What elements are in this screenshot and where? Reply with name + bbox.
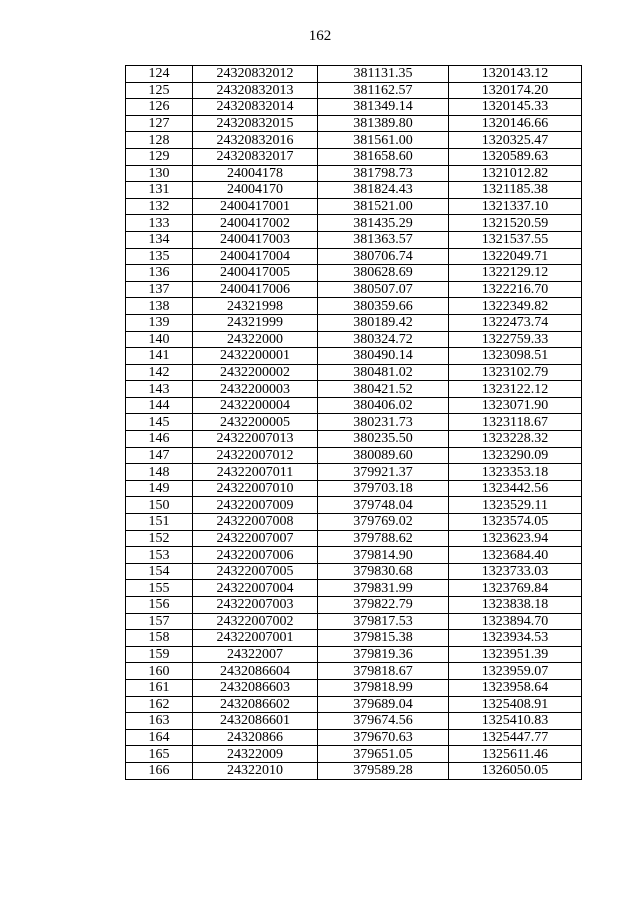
y-coordinate-cell: 1323290.09 — [449, 447, 582, 464]
table-row — [126, 66, 582, 83]
x-coordinate-cell: 379589.28 — [318, 762, 449, 779]
y-coordinate-cell: 1323071.90 — [449, 397, 582, 414]
x-coordinate-cell: 379674.56 — [318, 713, 449, 730]
table-row — [126, 646, 582, 663]
point-number-cell: 131 — [126, 182, 193, 199]
x-coordinate-cell: 380324.72 — [318, 331, 449, 348]
table-row — [126, 265, 582, 282]
y-coordinate-cell: 1320145.33 — [449, 99, 582, 116]
x-coordinate-cell: 381521.00 — [318, 198, 449, 215]
x-coordinate-cell: 379703.18 — [318, 480, 449, 497]
y-coordinate-cell: 1322049.71 — [449, 248, 582, 265]
table-row — [126, 497, 582, 514]
point-id-cell: 24322007004 — [193, 580, 318, 597]
table-row — [126, 530, 582, 547]
point-id-cell: 24322000 — [193, 331, 318, 348]
table-row — [126, 281, 582, 298]
y-coordinate-cell: 1322349.82 — [449, 298, 582, 315]
point-number-cell: 152 — [126, 530, 193, 547]
point-number-cell: 143 — [126, 381, 193, 398]
point-id-cell: 24320832012 — [193, 66, 318, 83]
point-id-cell: 2432200005 — [193, 414, 318, 431]
point-id-cell: 2400417006 — [193, 281, 318, 298]
point-number-cell: 141 — [126, 348, 193, 365]
point-number-cell: 137 — [126, 281, 193, 298]
y-coordinate-cell: 1323623.94 — [449, 530, 582, 547]
x-coordinate-cell: 379817.53 — [318, 613, 449, 630]
y-coordinate-cell: 1325611.46 — [449, 746, 582, 763]
point-number-cell: 135 — [126, 248, 193, 265]
x-coordinate-cell: 380359.66 — [318, 298, 449, 315]
point-id-cell: 2400417003 — [193, 231, 318, 248]
x-coordinate-cell: 379819.36 — [318, 646, 449, 663]
table-row — [126, 713, 582, 730]
y-coordinate-cell: 1320146.66 — [449, 115, 582, 132]
point-id-cell: 2432200003 — [193, 381, 318, 398]
x-coordinate-cell: 379689.04 — [318, 696, 449, 713]
x-coordinate-cell: 379670.63 — [318, 729, 449, 746]
x-coordinate-cell: 380406.02 — [318, 397, 449, 414]
y-coordinate-cell: 1321012.82 — [449, 165, 582, 182]
table-row — [126, 381, 582, 398]
y-coordinate-cell: 1326050.05 — [449, 762, 582, 779]
point-number-cell: 162 — [126, 696, 193, 713]
y-coordinate-cell: 1323769.84 — [449, 580, 582, 597]
y-coordinate-cell: 1320589.63 — [449, 148, 582, 165]
x-coordinate-cell: 381363.57 — [318, 231, 449, 248]
point-number-cell: 165 — [126, 746, 193, 763]
point-id-cell: 24322007013 — [193, 431, 318, 448]
y-coordinate-cell: 1323959.07 — [449, 663, 582, 680]
y-coordinate-cell: 1323733.03 — [449, 563, 582, 580]
y-coordinate-cell: 1323118.67 — [449, 414, 582, 431]
y-coordinate-cell: 1322216.70 — [449, 281, 582, 298]
x-coordinate-cell: 381435.29 — [318, 215, 449, 232]
point-number-cell: 161 — [126, 679, 193, 696]
point-number-cell: 160 — [126, 663, 193, 680]
point-number-cell: 128 — [126, 132, 193, 149]
table-row — [126, 746, 582, 763]
y-coordinate-cell: 1323102.79 — [449, 364, 582, 381]
point-number-cell: 145 — [126, 414, 193, 431]
point-number-cell: 144 — [126, 397, 193, 414]
table-row — [126, 182, 582, 199]
x-coordinate-cell: 380421.52 — [318, 381, 449, 398]
y-coordinate-cell: 1323098.51 — [449, 348, 582, 365]
point-number-cell: 142 — [126, 364, 193, 381]
point-id-cell: 24322007009 — [193, 497, 318, 514]
point-id-cell: 2400417005 — [193, 265, 318, 282]
point-id-cell: 2400417002 — [193, 215, 318, 232]
x-coordinate-cell: 379830.68 — [318, 563, 449, 580]
point-id-cell: 2432086601 — [193, 713, 318, 730]
table-row — [126, 563, 582, 580]
table-row — [126, 547, 582, 564]
y-coordinate-cell: 1321337.10 — [449, 198, 582, 215]
point-id-cell: 24322007010 — [193, 480, 318, 497]
point-id-cell: 2400417004 — [193, 248, 318, 265]
point-id-cell: 24322007002 — [193, 613, 318, 630]
x-coordinate-cell: 381349.14 — [318, 99, 449, 116]
table-row — [126, 298, 582, 315]
point-number-cell: 130 — [126, 165, 193, 182]
table-row — [126, 630, 582, 647]
point-id-cell: 24322007005 — [193, 563, 318, 580]
table-row — [126, 514, 582, 531]
y-coordinate-cell: 1323958.64 — [449, 679, 582, 696]
y-coordinate-cell: 1325447.77 — [449, 729, 582, 746]
point-id-cell: 2432200004 — [193, 397, 318, 414]
point-id-cell: 24320832015 — [193, 115, 318, 132]
point-number-cell: 133 — [126, 215, 193, 232]
table-row — [126, 464, 582, 481]
x-coordinate-cell: 379788.62 — [318, 530, 449, 547]
x-coordinate-cell: 380231.73 — [318, 414, 449, 431]
x-coordinate-cell: 379921.37 — [318, 464, 449, 481]
x-coordinate-cell: 380628.69 — [318, 265, 449, 282]
point-id-cell: 24322009 — [193, 746, 318, 763]
x-coordinate-cell: 379651.05 — [318, 746, 449, 763]
table-row — [126, 397, 582, 414]
point-number-cell: 155 — [126, 580, 193, 597]
y-coordinate-cell: 1320143.12 — [449, 66, 582, 83]
y-coordinate-cell: 1322759.33 — [449, 331, 582, 348]
point-id-cell: 24321999 — [193, 314, 318, 331]
y-coordinate-cell: 1322473.74 — [449, 314, 582, 331]
y-coordinate-cell: 1323529.11 — [449, 497, 582, 514]
table-row — [126, 663, 582, 680]
point-number-cell: 150 — [126, 497, 193, 514]
y-coordinate-cell: 1322129.12 — [449, 265, 582, 282]
point-number-cell: 154 — [126, 563, 193, 580]
point-number-cell: 129 — [126, 148, 193, 165]
point-number-cell: 149 — [126, 480, 193, 497]
point-id-cell: 2400417001 — [193, 198, 318, 215]
table-row — [126, 331, 582, 348]
table-row — [126, 132, 582, 149]
point-id-cell: 24004178 — [193, 165, 318, 182]
point-number-cell: 126 — [126, 99, 193, 116]
y-coordinate-cell: 1321520.59 — [449, 215, 582, 232]
x-coordinate-cell: 379818.99 — [318, 679, 449, 696]
point-id-cell: 24322007012 — [193, 447, 318, 464]
point-number-cell: 136 — [126, 265, 193, 282]
table-row — [126, 231, 582, 248]
y-coordinate-cell: 1323894.70 — [449, 613, 582, 630]
x-coordinate-cell: 381162.57 — [318, 82, 449, 99]
table-row — [126, 99, 582, 116]
point-number-cell: 163 — [126, 713, 193, 730]
point-id-cell: 2432200002 — [193, 364, 318, 381]
x-coordinate-cell: 381389.80 — [318, 115, 449, 132]
point-id-cell: 24320832014 — [193, 99, 318, 116]
y-coordinate-cell: 1320174.20 — [449, 82, 582, 99]
point-id-cell: 2432086604 — [193, 663, 318, 680]
table-row — [126, 348, 582, 365]
point-number-cell: 151 — [126, 514, 193, 531]
point-id-cell: 24322007006 — [193, 547, 318, 564]
y-coordinate-cell: 1323353.18 — [449, 464, 582, 481]
point-number-cell: 139 — [126, 314, 193, 331]
table-row — [126, 215, 582, 232]
x-coordinate-cell: 379822.79 — [318, 597, 449, 614]
table-row — [126, 447, 582, 464]
point-number-cell: 159 — [126, 646, 193, 663]
y-coordinate-cell: 1323442.56 — [449, 480, 582, 497]
point-number-cell: 140 — [126, 331, 193, 348]
point-id-cell: 24322007011 — [193, 464, 318, 481]
point-id-cell: 24321998 — [193, 298, 318, 315]
x-coordinate-cell: 381131.35 — [318, 66, 449, 83]
table-row — [126, 165, 582, 182]
x-coordinate-cell: 380481.02 — [318, 364, 449, 381]
point-number-cell: 138 — [126, 298, 193, 315]
x-coordinate-cell: 380706.74 — [318, 248, 449, 265]
table-row — [126, 762, 582, 779]
point-number-cell: 147 — [126, 447, 193, 464]
table-row — [126, 597, 582, 614]
y-coordinate-cell: 1323934.53 — [449, 630, 582, 647]
x-coordinate-cell: 379815.38 — [318, 630, 449, 647]
y-coordinate-cell: 1325408.91 — [449, 696, 582, 713]
point-number-cell: 157 — [126, 613, 193, 630]
table-row — [126, 314, 582, 331]
x-coordinate-cell: 380089.60 — [318, 447, 449, 464]
x-coordinate-cell: 380490.14 — [318, 348, 449, 365]
table-row — [126, 82, 582, 99]
point-id-cell: 24004170 — [193, 182, 318, 199]
y-coordinate-cell: 1321185.38 — [449, 182, 582, 199]
y-coordinate-cell: 1321537.55 — [449, 231, 582, 248]
x-coordinate-cell: 379748.04 — [318, 497, 449, 514]
point-number-cell: 132 — [126, 198, 193, 215]
table-row — [126, 480, 582, 497]
x-coordinate-cell: 380507.07 — [318, 281, 449, 298]
table-row — [126, 580, 582, 597]
table-row — [126, 613, 582, 630]
table-row — [126, 679, 582, 696]
x-coordinate-cell: 380235.50 — [318, 431, 449, 448]
point-number-cell: 158 — [126, 630, 193, 647]
y-coordinate-cell: 1323228.32 — [449, 431, 582, 448]
point-number-cell: 146 — [126, 431, 193, 448]
x-coordinate-cell: 381824.43 — [318, 182, 449, 199]
x-coordinate-cell: 381658.60 — [318, 148, 449, 165]
table-row — [126, 115, 582, 132]
table-row — [126, 431, 582, 448]
point-id-cell: 24322007003 — [193, 597, 318, 614]
point-id-cell: 24320866 — [193, 729, 318, 746]
table-body — [126, 66, 582, 780]
point-id-cell: 24320832013 — [193, 82, 318, 99]
x-coordinate-cell: 380189.42 — [318, 314, 449, 331]
point-id-cell: 24322007 — [193, 646, 318, 663]
y-coordinate-cell: 1320325.47 — [449, 132, 582, 149]
table-row — [126, 364, 582, 381]
point-id-cell: 24320832016 — [193, 132, 318, 149]
table-row — [126, 248, 582, 265]
point-id-cell: 24322007008 — [193, 514, 318, 531]
y-coordinate-cell: 1323838.18 — [449, 597, 582, 614]
y-coordinate-cell: 1323122.12 — [449, 381, 582, 398]
x-coordinate-cell: 381798.73 — [318, 165, 449, 182]
point-number-cell: 127 — [126, 115, 193, 132]
x-coordinate-cell: 381561.00 — [318, 132, 449, 149]
x-coordinate-cell: 379769.02 — [318, 514, 449, 531]
point-number-cell: 134 — [126, 231, 193, 248]
point-number-cell: 164 — [126, 729, 193, 746]
table-row — [126, 696, 582, 713]
table-row — [126, 198, 582, 215]
table-row — [126, 148, 582, 165]
x-coordinate-cell: 379831.99 — [318, 580, 449, 597]
point-number-cell: 156 — [126, 597, 193, 614]
point-id-cell: 24322010 — [193, 762, 318, 779]
point-number-cell: 148 — [126, 464, 193, 481]
point-id-cell: 24322007001 — [193, 630, 318, 647]
x-coordinate-cell: 379818.67 — [318, 663, 449, 680]
table-row — [126, 414, 582, 431]
y-coordinate-cell: 1323951.39 — [449, 646, 582, 663]
point-id-cell: 24320832017 — [193, 148, 318, 165]
point-number-cell: 153 — [126, 547, 193, 564]
point-id-cell: 2432086603 — [193, 679, 318, 696]
point-id-cell: 2432200001 — [193, 348, 318, 365]
table-row — [126, 729, 582, 746]
y-coordinate-cell: 1323574.05 — [449, 514, 582, 531]
y-coordinate-cell: 1323684.40 — [449, 547, 582, 564]
point-number-cell: 166 — [126, 762, 193, 779]
point-number-cell: 125 — [126, 82, 193, 99]
y-coordinate-cell: 1325410.83 — [449, 713, 582, 730]
page-number: 162 — [308, 28, 332, 44]
x-coordinate-cell: 379814.90 — [318, 547, 449, 564]
coordinates-table — [125, 65, 582, 780]
point-number-cell: 124 — [126, 66, 193, 83]
point-id-cell: 2432086602 — [193, 696, 318, 713]
point-id-cell: 24322007007 — [193, 530, 318, 547]
